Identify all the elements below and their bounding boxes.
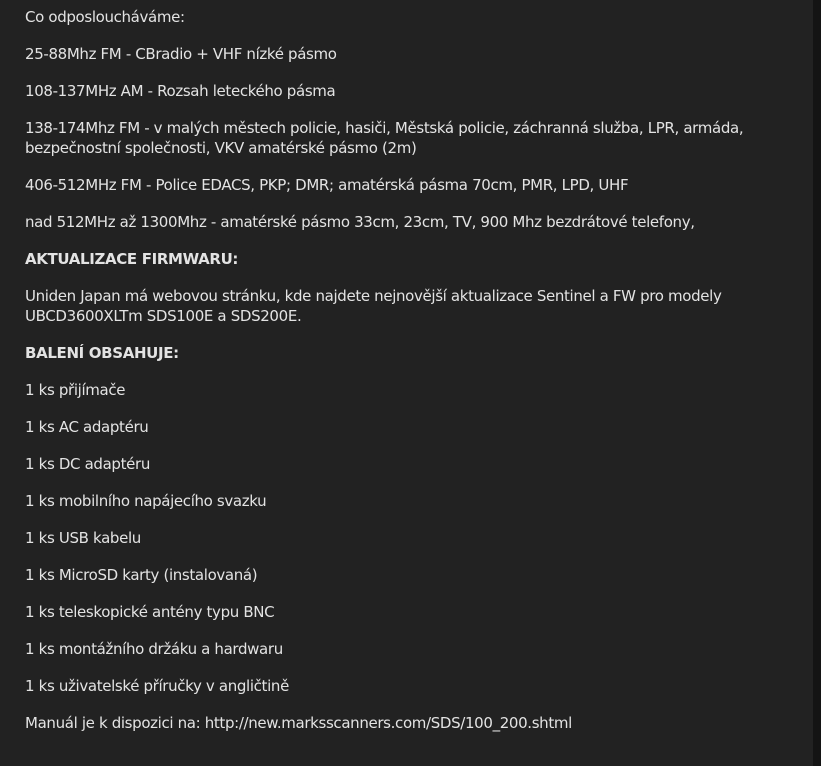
- page-edge: [813, 0, 821, 766]
- band-item: 138-174Mhz FM - v malých městech policie, hasiči, Městská policie, záchranná služba, LPR, armáda, bezpečnostní společnosti, VKV amatérské pásmo (2m): [25, 119, 744, 157]
- package-item: 1 ks teleskopické antény typu BNC: [25, 603, 275, 621]
- firmware-heading: AKTUALIZACE FIRMWARU:: [25, 250, 239, 268]
- package-item: 1 ks DC adaptéru: [25, 455, 150, 473]
- band-item: nad 512MHz až 1300Mhz - amatérské pásmo 33cm, 23cm, TV, 900 Mhz bezdrátové telefony,: [25, 213, 695, 231]
- package-item: 1 ks přijímače: [25, 381, 126, 399]
- package-item: 1 ks USB kabelu: [25, 529, 141, 547]
- band-item: 25-88Mhz FM - CBradio + VHF nízké pásmo: [25, 45, 337, 63]
- manual-text: Manuál je k dispozici na: http://new.marksscanners.com/SDS/100_200.shtml: [25, 714, 572, 732]
- product-description: [25, 7, 785, 750]
- package-item: 1 ks MicroSD karty (instalovaná): [25, 566, 258, 584]
- firmware-text: Uniden Japan má webovou stránku, kde najdete nejnovější aktualizace Sentinel a FW pro modely UBCD3600XLTm SDS100E a SDS200E.: [25, 287, 722, 325]
- band-item: 406-512MHz FM - Police EDACS, PKP; DMR; amatérská pásma 70cm, PMR, LPD, UHF: [25, 176, 629, 194]
- package-item: 1 ks uživatelské příručky v angličtině: [25, 677, 289, 695]
- package-item: 1 ks AC adaptéru: [25, 418, 149, 436]
- package-heading: BALENÍ OBSAHUJE:: [25, 344, 179, 362]
- package-item: 1 ks mobilního napájecího svazku: [25, 492, 267, 510]
- intro-text: Co odposloucháváme:: [25, 8, 185, 26]
- band-item: 108-137MHz AM - Rozsah leteckého pásma: [25, 82, 336, 100]
- package-item: 1 ks montážního držáku a hardwaru: [25, 640, 283, 658]
